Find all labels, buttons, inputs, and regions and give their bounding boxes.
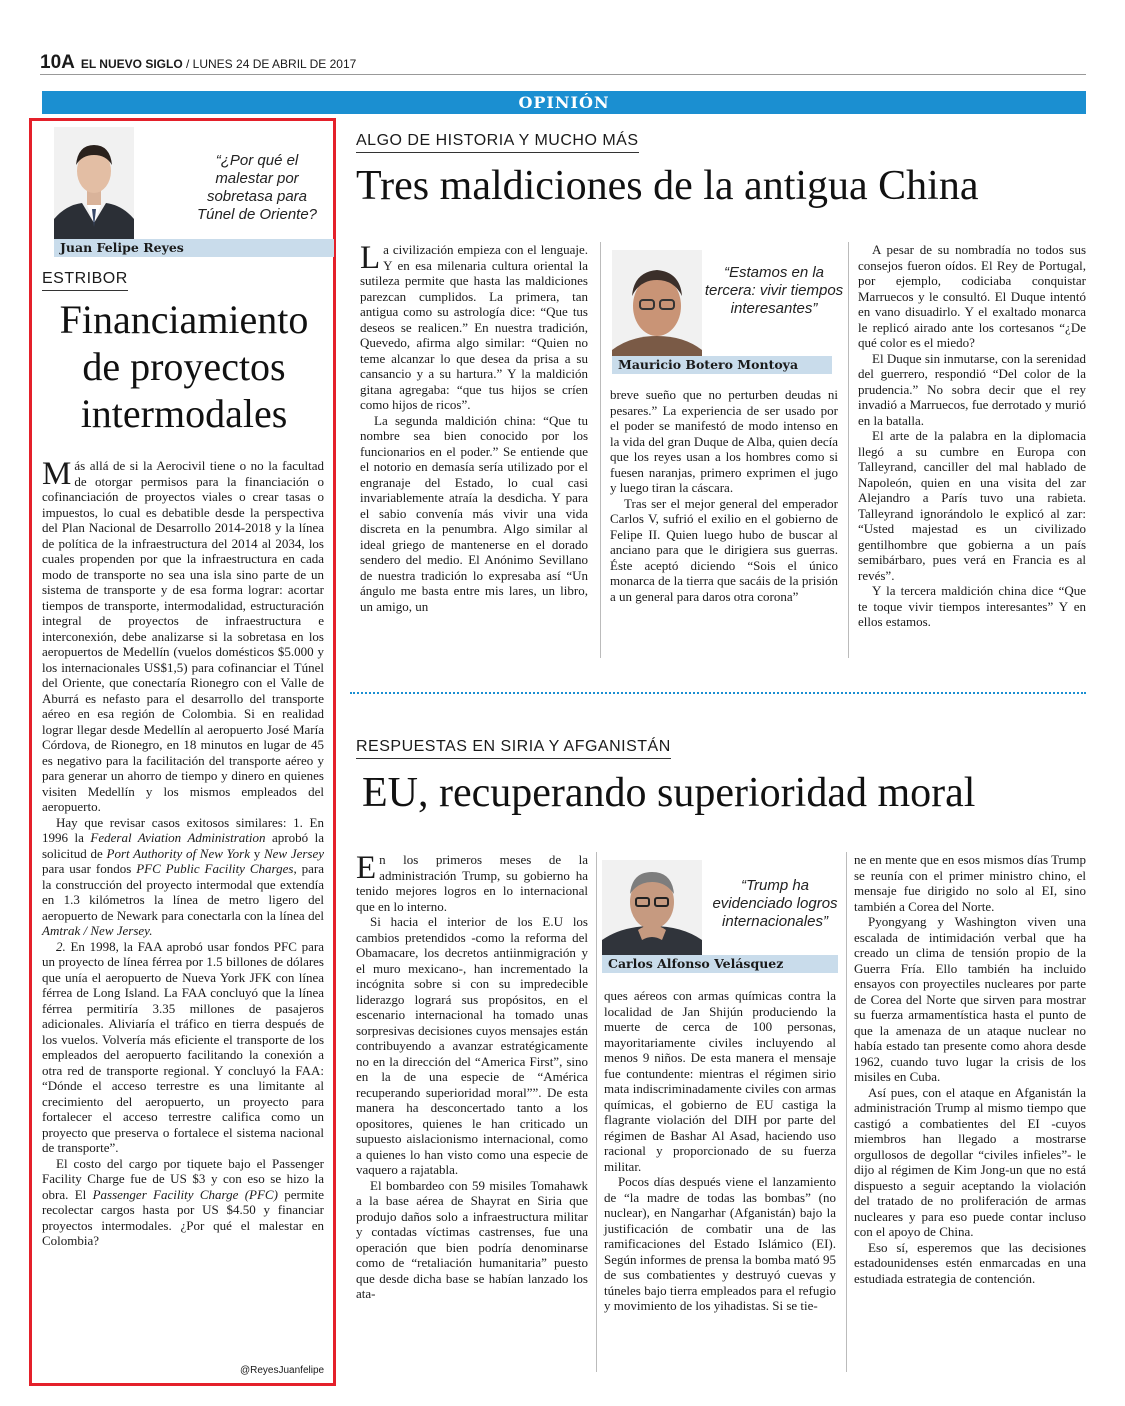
- paragraph-text: La segunda maldición china: “Que tu nombre sea bien conocido por los funcionarios en el poder.” Se entiende que el notorio en demasía sería utilizado por el engranaje del Estado, lo cual casi invariablemente atraía la desdicha. Y para el sabio convenía más vivir una vida discreta en la penumbra. Algo similar al ideal griego de mantenerse en el dorado sendero del medio. El Anónimo Sevillano de nuestra tradición lo expresaba así “Un ángulo me basta entre mis lares, un libro, un amigo, un: [360, 412, 588, 614]
- dropcap: L: [360, 240, 381, 276]
- author-handle[interactable]: @ReyesJuanfelipe: [240, 1365, 325, 1376]
- italic-run: New Jersey: [263, 845, 325, 861]
- paragraph-text: A pesar de su nombradía no todos sus consejos fueron oídos. El Rey de Portugal, por ejemplo, codiciaba conquistar Marruecos y le consultó. El Duque intentó en vano disuadirlo. Y el exaltado monarca le replicó airado ante los cortesanos “¿De qué color es el miedo?: [858, 242, 1086, 350]
- pull-quote-botero: “Estamos en la tercera: vivir tiempos interesantes”: [704, 264, 844, 317]
- text-run: y: [250, 845, 264, 861]
- paragraph: [360, 242, 588, 413]
- portrait-icon: [602, 860, 702, 956]
- publication-name: EL NUEVO SIGLO: [80, 57, 183, 71]
- kicker-china: ALGO DE HISTORIA Y MUCHO MÁS: [356, 132, 639, 153]
- paragraph-text: El arte de la palabra en la diplomacia llegó a su cumbre en Europa con Talleyrand, canciller del mal hablado de Napoleón, quien en una visita del zar Alejandro a París tuvo una rabieta. Talleyrand ignorándolo le explicó al zar: “Usted majestad es un civilizado gentilhombre que gobierna a un país semibárbaro, pues verá en Francia es al revés”.: [858, 428, 1086, 583]
- page-header: [40, 52, 1086, 74]
- article-eu-col-2: [604, 988, 836, 1314]
- paragraph: [854, 914, 1086, 1085]
- dropcap: E: [356, 850, 377, 886]
- italic-run: Federal Aviation Administration: [90, 830, 266, 845]
- article-china-col-2: [610, 387, 838, 604]
- page-number: 10A: [40, 52, 75, 73]
- headline-china: Tres maldiciones de la antigua China: [356, 163, 979, 209]
- article-china-col-3: [858, 242, 1086, 630]
- kicker-estribor: ESTRIBOR: [42, 270, 128, 291]
- paragraph: [604, 988, 836, 1174]
- paragraph-text: a civilización empieza con el lenguaje. Y en esa milenaria cultura oriental la sutileza permite que hasta las maldiciones parezcan cumplidos. La primera, tan antigua como su astrología dice: “Que tus deseos se realicen.” En nuestra tradición, Quevedo, afirma algo similar: “Quien no teme alcanzar lo que desea da prisa a su cansancio y a su hartura.” Y la maldición gitana agregaba: “que tus hijos se críen como hijos de ricos”.: [360, 242, 588, 412]
- column-rule: [848, 242, 849, 658]
- paragraph: [610, 387, 838, 496]
- paragraph: [356, 914, 588, 1178]
- paragraph: [854, 852, 1086, 914]
- paragraph-text: Pyongyang y Washington viven una escalada de intimidación verbal que ha creado un clima de tensión propio de la Guerra Fría. Ello también ha incluido ensayos con proyectiles nucleares por parte de Corea del Norte que sirven para mostrar su fuerza armamentística hasta el punto de que la amenaza de un ataque nuclear no había estado tan presente como ahora desde 1962, cuando tuvo lugar la crisis de los misiles en Cuba.: [854, 914, 1086, 1084]
- paragraph: [42, 939, 324, 1156]
- text-run: , para la construcción del proyecto intermodal que extendía en 1.3 kilómetros la línea de metro ligero del aeropuerto de Newark para conectarla con la línea del: [42, 861, 324, 923]
- text-run: El costo del cargo por tiquete bajo el Passenger Facility Charge fue de US $3 y con eso se hizo la obra. El: [42, 1155, 324, 1202]
- headline-financiamiento: [36, 296, 332, 437]
- text-run: aprobó la solicitud de: [42, 830, 324, 861]
- article-eu-col-1: [356, 852, 588, 1302]
- paragraph: [356, 1178, 588, 1302]
- paragraph-text: Pocos días después viene el lanzamiento de “la madre de todas las bombas” (no nuclear), en Nangarhar (Afganistán) bajo la justificación de combatir una de las ramificaciones del Estado Islámico (EI). Según informes de prensa la bomba mató 95 de sus combatientes y destruyó cuevas y túneles bajo tierra empleados para el refugio y movimiento de los yihadistas. Si se tie-: [604, 1174, 836, 1313]
- paragraph: [604, 1174, 836, 1314]
- header-rule: [40, 74, 1086, 75]
- byline-velasquez: Carlos Alfonso Velásquez: [602, 955, 838, 973]
- paragraph-text: El Duque sin inmutarse, con la serenidad del guerrero, respondió “Del color de la prudencia.” No sobra decir que el rey invadió a Marruecos, fue derrotado y murió en la batalla.: [858, 350, 1086, 428]
- paragraph-text: Si hacia el interior de los E.U los cambios pretendidos -como la reforma del Obamacare, los decretos antiinmigración y el muro mexicano-, han incrementado la incógnita sobre si con su impredecible liderazgo logrará sus propósitos, en el escenario internacional ha tomado unas sorpresivas decisiones cuyos mensajes están contribuyendo a avanzar estratégicamente no en la dirección del “America First”, sino en la de una especie de “América recuperando superioridad moral””. De esta manera ha desconcertado tanto a los opositores, quienes le han criticado un supuesto aislacionismo internacional, como a quienes lo han visto como una especie de vaquero a rajatabla.: [356, 914, 588, 1177]
- article-body-estribor: [42, 458, 324, 1249]
- paragraph-text: El bombardeo con 59 misiles Tomahawk a la base aérea de Shayrat en Siria que produjo daños solo a infraestructura militar y contadas víctimas castrenses, fue una operación que bien podría denominarse como de “retaliación humanitaria” puesto que desde dicha base se habían lanzado los ata-: [356, 1177, 588, 1301]
- headline-line-1: Financiamiento: [59, 297, 309, 342]
- paragraph-text: breve sueño que no perturben deudas ni pesares.” La experiencia de ser usado por el poder se manifestó de modo intenso en la vida del gran Duque de Alba, quien decía que los reyes usan a los hombres como si fuesen naranjas, primero exprimen el jugo y luego tiran la cáscara.: [610, 387, 838, 495]
- paragraph-text: Así pues, con el ataque en Afganistán la administración Trump al mismo tiempo que castigó a combatientes del EI -cuyos miembros han llegado a mostrarse orgullosos de degollar “civiles infieles”- le dijo al régimen de Kim Jong-un que no está dispuesto a seguir aceptando la violación del tratado de no proliferación de armas nucleares y para eso puede contar incluso con el apoyo de China.: [854, 1084, 1086, 1239]
- text-run: permite recolectar cargos hasta por US $4.50 y financiar proyectos intermodales. ¿Por qué el malestar en Colombia?: [42, 1186, 324, 1248]
- article-eu-col-3: [854, 852, 1086, 1286]
- headline-line-2: de proyectos: [82, 344, 286, 389]
- paragraph-text: Tras ser el mejor general del emperador Carlos V, sufrió el exilio en el gobierno de Felipe II. Quien luego hubo de buscar al anciano para que le dirigiera sus guerras. Éste aceptó diciendo “Sois el único monarca de la tierra que sacáis de la prisión a un general para daros otra corona”: [610, 495, 838, 604]
- column-rule: [600, 242, 601, 658]
- pull-quote-velasquez: “Trump ha evidenciado logros internacionales”: [712, 877, 838, 930]
- italic-run: Passenger Facility Charge (PFC): [92, 1186, 278, 1202]
- text-run: Hay que revisar casos exitosos similares: 1. En 1996 la: [42, 814, 324, 845]
- paragraph: [858, 583, 1086, 630]
- text-run: para usar fondos: [42, 861, 137, 876]
- paragraph-text: Eso sí, esperemos que las decisiones estadounidenses estén enmarcadas en una estudiada estrategia de contención.: [854, 1239, 1086, 1286]
- issue-date: / LUNES 24 DE ABRIL DE 2017: [186, 57, 357, 71]
- paragraph: [360, 413, 588, 615]
- paragraph-text: ás allá de si la Aerocivil tiene o no la facultad de otorgar permisos para la financiación o cofinanciación de proyectos viales o crear tasas o impuestos, lo cual es debatible desde la perspectiva del Plan Nacional de Desarrollo 2014-2018 y la línea de política de la infraestructura del 2014 al 2034, los cuales propenden por que la infraestructura en cada modo de transporte no sea una isla sino parte de un sistema de transporte y de esa forma lograr: acortar tiempos de transporte, intermodalidad, estructuración integral de proyectos de infraestructura e interconexión, debe analizarse si la sobretasa en los aeropuertos de Medellín (vuelos domésticos $5.000 y los internacionales US$1,5) para cofinanciar el Túnel del Oriente, que conectaría Rionegro con el Valle de Aburrá es nefasto para el desarrollo del transporte aéreo en esa región de Colombia. Si en realidad lograr llegar desde Medellín al aeropuerto José María Córdova, de Rionegro, en 18 minutos en lugar de 45 es negativo para la facilitación del transporte aéreo y para generar un ahorro de tiempo y dinero en quienes visiten Medellín y los mismos empleados del aeropuerto.: [42, 458, 324, 814]
- column-rule: [596, 852, 597, 1372]
- author-photo-reyes: [54, 127, 134, 240]
- paragraph-text: Y la tercera maldición china dice “Que te toque vivir tiempos interesantes” Y en ellos estamos.: [858, 583, 1086, 629]
- column-rule: [846, 852, 847, 1372]
- headline-eu: EU, recuperando superioridad moral: [362, 770, 976, 816]
- headline-line-3: intermodales: [80, 391, 288, 436]
- article-china-col-1: [360, 242, 588, 614]
- dropcap: M: [42, 456, 72, 492]
- kicker-eu: RESPUESTAS EN SIRIA Y AFGANISTÁN: [356, 738, 671, 759]
- paragraph-text: n los primeros meses de la administración Trump, su gobierno ha tenido mejores logros en lo internacional que en lo interno.: [356, 852, 588, 914]
- text-run: En 1998, la FAA aprobó usar fondos PFC para un proyecto de línea férrea por 1.5 billones de dólares que unía el aeropuerto de Nueva York JFK con línea férrea de Long Island. La FAA concluyó que la línea férrea permitiría 3.35 millones de pasajeros adicionales. Aliviaría el tráfico en tierra después de los vuelos. Volvería más eficiente el transporte de los empleados del aeropuerto facilitando la conexión a otra red de transporte regional. Y concluyó la FAA: “Dónde el acceso terrestre es una limitante al crecimiento del aeropuerto, un proyecto para fortalecer el acceso terrestre califica como un proyecto que preserva o fortalece el sistema nacional de transporte”.: [42, 938, 324, 1155]
- paragraph: [858, 428, 1086, 583]
- italic-run: PFC Public Facility Charges: [136, 861, 294, 876]
- pull-quote-reyes: “¿Por qué el malestar por sobretasa para Túnel de Oriente?: [196, 152, 318, 223]
- paragraph: [610, 496, 838, 605]
- paragraph: [42, 815, 324, 939]
- paragraph: [858, 351, 1086, 429]
- byline-botero: Mauricio Botero Montoya: [612, 356, 832, 374]
- italic-run: Amtrak / New Jersey.: [42, 923, 153, 938]
- paragraph: [854, 1085, 1086, 1240]
- paragraph: [854, 1240, 1086, 1287]
- paragraph: [858, 242, 1086, 351]
- paragraph-text: ques aéreos con armas químicas contra la localidad de Jan Shijún produciendo la muerte de cerca de 100 personas, mayoritariamente civiles incluyendo al menos 9 niños. De esta manera el mensaje fue contundente: mientras el régimen sirio mata indiscriminadamente civiles con armas químicas, el gobierno de EU castiga la flagrante violación del DIH por parte del régimen de Bashar Al Asad, haciendo uso racional y proporcionado de su fuerza militar.: [604, 988, 836, 1174]
- italic-run: 2.: [56, 938, 66, 954]
- portrait-icon: [54, 127, 134, 240]
- italic-run: Port Authority of New York: [106, 845, 251, 861]
- paragraph: [42, 1156, 324, 1249]
- paragraph-text: ne en mente que en esos mismos días Trump se reunía con el primer ministro chino, el mensaje fue dirigido no solo al EI, sino también a Corea del Norte.: [854, 852, 1086, 914]
- article-divider: [350, 692, 1086, 694]
- paragraph: [42, 458, 324, 815]
- byline-reyes: Juan Felipe Reyes: [54, 239, 334, 257]
- section-banner: OPINIÓN: [42, 91, 1086, 114]
- author-photo-velasquez: [602, 860, 702, 956]
- paragraph: [356, 852, 588, 914]
